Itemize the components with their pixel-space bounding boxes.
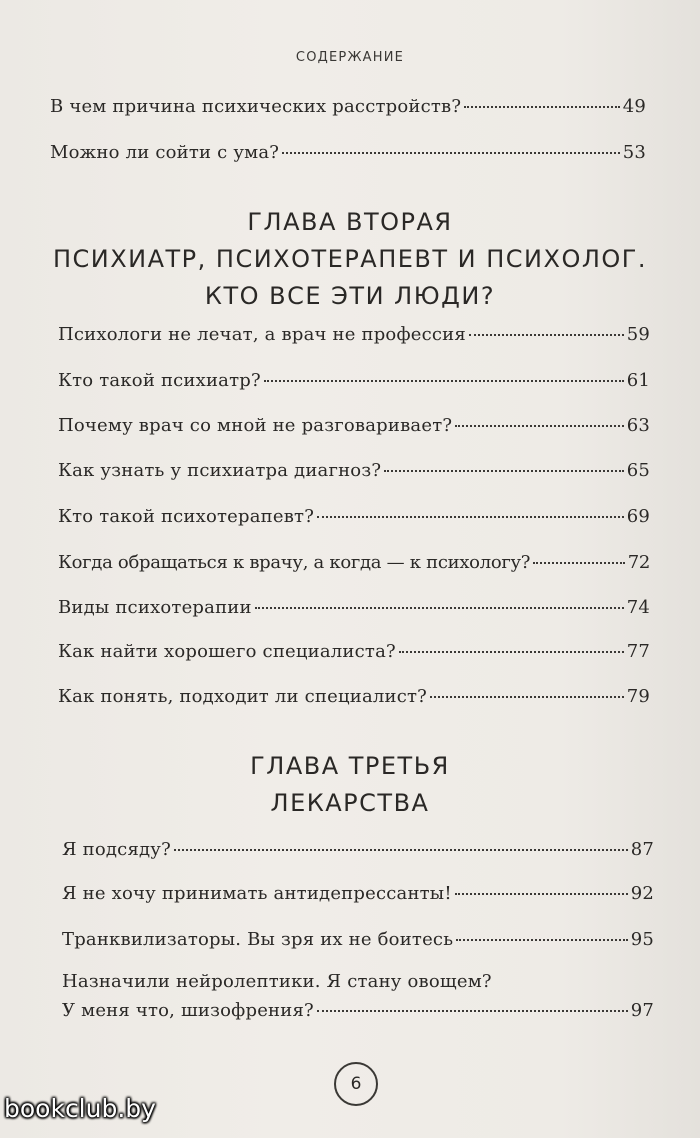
dot-leader: [264, 380, 624, 382]
toc-entry-title: Как узнать у психиатра диагноз?: [58, 460, 382, 481]
toc-entry-page: 53: [622, 142, 646, 163]
toc-entry-title-line1: Назначили нейролептики. Я стану овощем?: [62, 971, 492, 992]
toc-entry-page: 59: [626, 324, 650, 345]
toc-entry-page: 61: [626, 370, 650, 391]
toc-entry: [58, 686, 650, 708]
toc-entry-page: 95: [630, 929, 654, 950]
toc-entry: [58, 641, 650, 663]
dot-leader: [456, 939, 627, 941]
toc-entry-title: Транквилизаторы. Вы зря их не боитесь: [62, 929, 454, 950]
chapter-three-heading: [0, 748, 700, 822]
toc-entry-title: Я подсяду?: [62, 839, 171, 860]
toc-entry-title: Как найти хорошего специалиста?: [58, 641, 396, 662]
dot-leader: [255, 607, 624, 609]
toc-entry-title: Виды психотерапии: [58, 597, 252, 618]
dot-leader: [317, 516, 624, 518]
toc-entry: [58, 415, 650, 437]
toc-entry-title: Я не хочу принимать антидепрессанты!: [62, 883, 452, 904]
toc-entry: [62, 883, 654, 905]
toc-entry: [58, 324, 650, 346]
site-watermark: bookclub.by: [4, 1094, 156, 1123]
dot-leader: [430, 696, 624, 698]
page-number-badge: [334, 1062, 378, 1106]
dot-leader: [464, 106, 619, 108]
chapter-heading-line: КТО ВСЕ ЭТИ ЛЮДИ?: [204, 282, 496, 310]
toc-entry: [58, 552, 650, 574]
toc-entry: [50, 142, 646, 164]
chapter-heading-line: ГЛАВА ВТОРАЯ: [247, 208, 453, 236]
toc-entry: [58, 370, 650, 392]
toc-entry-page: 74: [626, 597, 650, 618]
toc-entry: [62, 1000, 654, 1022]
toc-entry-title: Кто такой психотерапевт?: [58, 506, 315, 527]
toc-entry-page: 77: [626, 641, 650, 662]
toc-entry: [58, 460, 650, 482]
toc-entry-page: 79: [626, 686, 650, 707]
toc-entry-title: Как понять, подходит ли специалист?: [58, 686, 427, 707]
running-head: СОДЕРЖАНИЕ: [295, 50, 405, 65]
dot-leader: [455, 893, 628, 895]
dot-leader: [317, 1010, 628, 1012]
chapter-heading-line: ЛЕКАРСТВА: [270, 789, 430, 817]
toc-entry-title: В чем причина психических расстройств?: [50, 96, 462, 117]
toc-entry: [50, 96, 646, 118]
toc-entry-page: 69: [626, 506, 650, 527]
toc-entry: [58, 597, 650, 619]
toc-entry-title: Психологи не лечат, а врач не профессия: [58, 324, 466, 345]
chapter-heading-line: ГЛАВА ТРЕТЬЯ: [250, 752, 450, 780]
toc-entry-page: 97: [630, 1000, 654, 1021]
toc-entry-page: 87: [630, 839, 654, 860]
toc-entry-page: 49: [622, 96, 646, 117]
toc-entry-page: 92: [630, 883, 654, 904]
dot-leader: [384, 470, 623, 472]
toc-entry-page: 65: [626, 460, 650, 481]
chapter-heading-line: ПСИХИАТР, ПСИХОТЕРАПЕВТ И ПСИХОЛОГ.: [52, 245, 648, 273]
toc-entry-title: Можно ли сойти с ума?: [50, 142, 280, 163]
dot-leader: [455, 425, 623, 427]
dot-leader: [533, 562, 625, 564]
dot-leader: [399, 651, 624, 653]
toc-entry: [58, 506, 650, 528]
toc-entry-page: 63: [626, 415, 650, 436]
toc-entry-page: 72: [627, 552, 650, 573]
toc-entry: [62, 839, 654, 861]
toc-entry-title-line2: У меня что, шизофрения?: [62, 1000, 314, 1021]
dot-leader: [282, 152, 620, 154]
dot-leader: [469, 334, 624, 336]
toc-entry-title: Почему врач со мной не разговаривает?: [58, 415, 453, 436]
page-number: 6: [350, 1074, 362, 1094]
dot-leader: [174, 849, 628, 851]
toc-entry-title: Кто такой психиатр?: [58, 370, 261, 391]
toc-entry: [62, 929, 654, 951]
chapter-two-heading: [0, 204, 700, 315]
toc-entry-title: Когда обращаться к врачу, а когда — к психологу?: [58, 552, 531, 573]
